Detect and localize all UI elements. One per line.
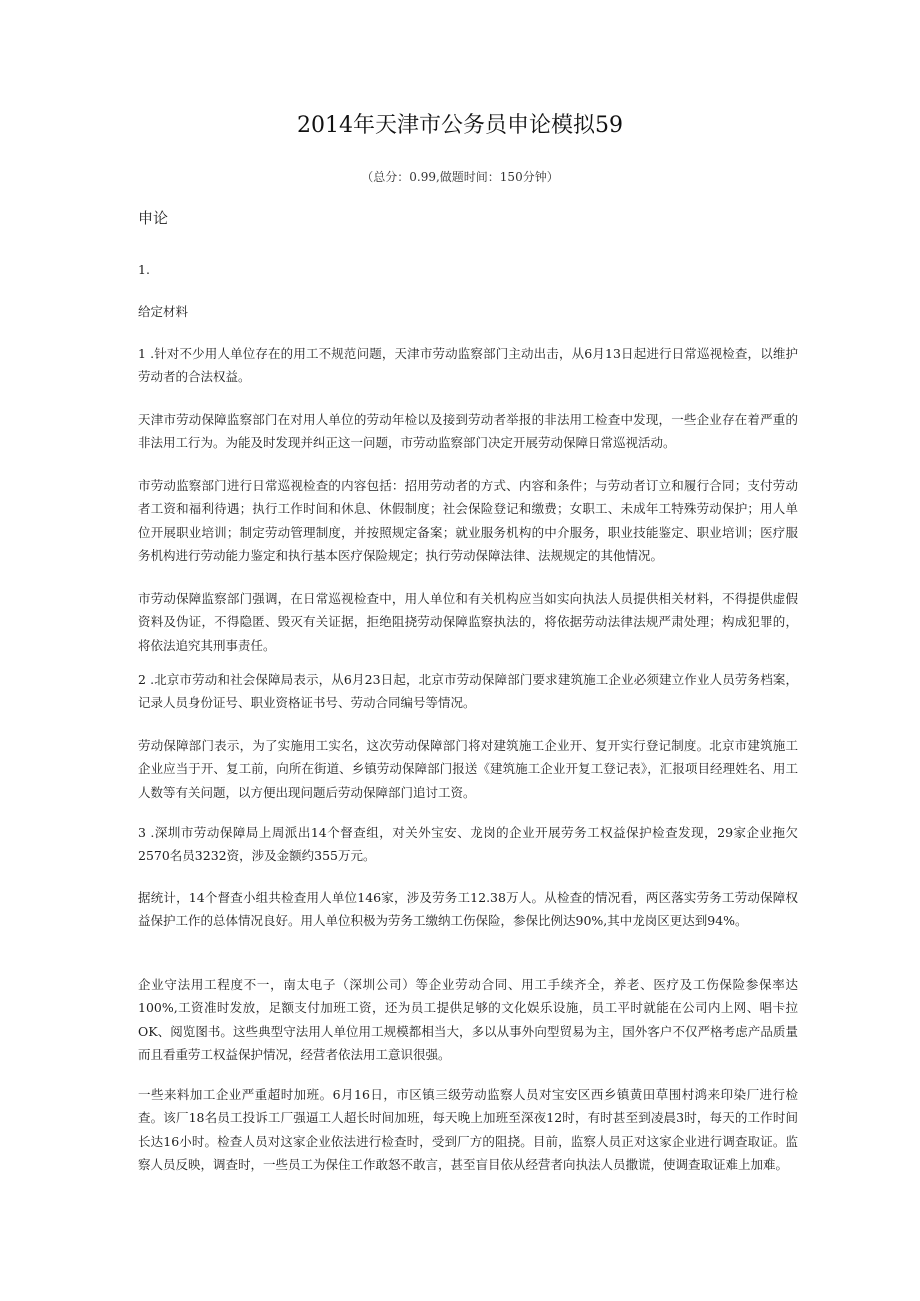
paragraph-4: 市劳动保障监察部门强调，在日常巡视检查中，用人单位和有关机构应当如实向执法人员提供相关材料，不得提供虚假资料及伪证，不得隐匿、毁灭有关证据，拒绝阻挠劳动保障监察执法的，将依据劳动法律法规严肃处理；构成犯罪的，将依法追究其刑事责任。: [138, 591, 798, 653]
paragraph-1: 1 .针对不少用人单位存在的用工不规范问题，天津市劳动监察部门主动出击，从6月13日起进行日常巡视检查，以维护劳动者的合法权益。: [138, 346, 798, 385]
material-heading: 给定材料: [138, 304, 189, 319]
section-heading: 申论: [138, 209, 169, 227]
paragraph-8: 据统计，14个督查小组共检查用人单位146家，涉及劳务工12.38万人。从检查的情况看，两区落实劳务工劳动保障权益保护工作的总体情况良好。用人单位积极为劳务工缴纳工伤保险，参保比例达90%,其中龙岗区更达到94%。: [138, 890, 798, 929]
paragraph-3: 市劳动监察部门进行日常巡视检查的内容包括：招用劳动者的方式、内容和条件；与劳动者订立和履行合同；支付劳动者工资和福利待遇；执行工作时间和休息、休假制度；社会保险登记和缴费；女职工、未成年工特殊劳动保护；用人单位开展职业培训；制定劳动管理制度，并按照规定备案；就业服务机构的中介服务，职业技能鉴定、职业培训；医疗服务机构进行劳动能力鉴定和执行基本医疗保险规定；执行劳动保障法律、法规规定的其他情况。: [138, 478, 798, 563]
document-title: 2014年天津市公务员申论模拟59: [297, 113, 623, 138]
paragraph-9: 企业守法用工程度不一，南太电子（深圳公司）等企业劳动合同、用工手续齐全，养老、医疗及工伤保险参保率达100%,工资准时发放，足额支付加班工资，还为员工提供足够的文化娱乐设施，员工平时就能在公司内上网、唱卡拉OK、阅览图书。这些典型守法用人单位用工规模都相当大，多以从事外向型贸易为主，国外客户不仅严格考虑产品质量而且看重劳工权益保护情况，经营者依法用工意识很强。: [138, 977, 798, 1062]
paragraph-7: 3 .深圳市劳动保障局上周派出14个督查组，对关外宝安、龙岗的企业开展劳务工权益保护检查发现，29家企业拖欠2570名员3232资，涉及金额约355万元。: [138, 825, 798, 864]
paragraph-6: 劳动保障部门表示，为了实施用工实名，这次劳动保障部门将对建筑施工企业开、复开实行登记制度。北京市建筑施工企业应当于开、复工前，向所在街道、乡镇劳动保障部门报送《建筑施工企业开复工登记表》，汇报项目经理姓名、用工人数等有关问题，以方便出现问题后劳动保障部门追讨工资。: [138, 738, 798, 800]
question-number: 1.: [138, 262, 150, 277]
document-meta: （总分：0.99,做题时间：150分钟）: [361, 170, 559, 184]
paragraph-2: 天津市劳动保障监察部门在对用人单位的劳动年检以及接到劳动者举报的非法用工检查中发现，一些企业存在着严重的非法用工行为。为能及时发现并纠正这一问题，市劳动监察部门决定开展劳动保障日常巡视活动。: [138, 412, 798, 451]
paragraph-10: 一些来料加工企业严重超时加班。6月16日，市区镇三级劳动监察人员对宝安区西乡镇黄田草围村鸿来印染厂进行检查。该厂18名员工投诉工厂强逼工人超长时间加班，每天晚上加班至深夜12时，有时甚至到凌晨3时，每天的工作时间长达16小时。检查人员对这家企业依法进行检查时，受到厂方的阻挠。目前，监察人员正对这家企业进行调查取证。监察人员反映，调查时，一些员工为保住工作敢怒不敢言，甚至盲目依从经营者向执法人员撒谎，使调查取证难上加难。: [138, 1087, 798, 1172]
paragraph-5: 2 .北京市劳动和社会保障局表示，从6月23日起，北京市劳动保障部门要求建筑施工企业必须建立作业人员劳务档案，记录人员身份证号、职业资格证书号、劳动合同编号等情况。: [138, 672, 798, 711]
